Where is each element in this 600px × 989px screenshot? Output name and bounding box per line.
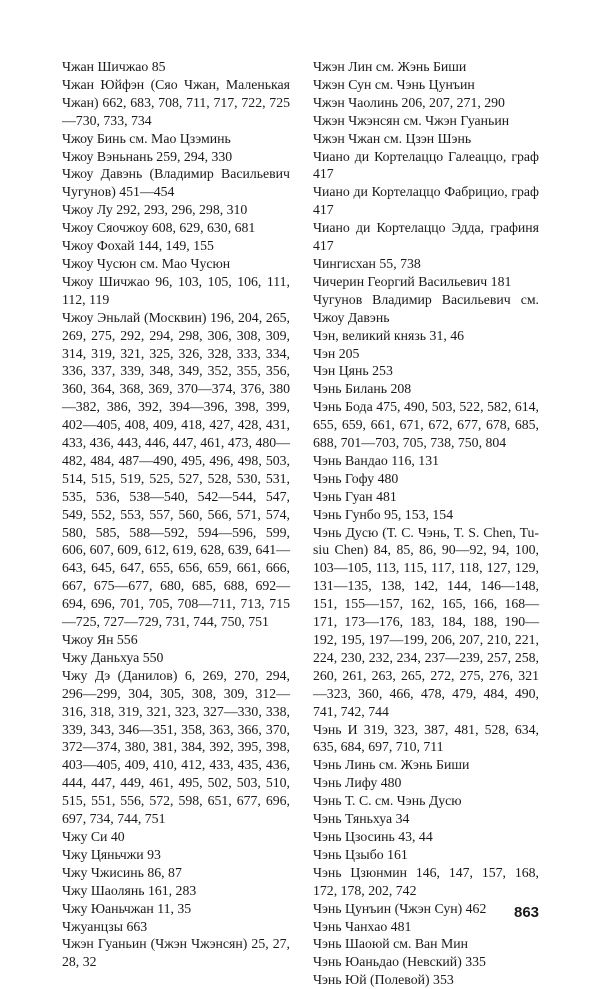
index-entry: Чжан Шичжао 85 — [62, 59, 166, 74]
index-entry: Чэнь Юй (Полевой) 353 — [313, 972, 454, 988]
index-entry: Чжэн Чжан см. Цзэн Шэнь — [313, 130, 472, 146]
index-entry: Чжан Юйфэн (Сяо Чжан, Маленькая Чжан) 662, 683, 708, 711, 717, 722, 725—730, 733, 734 — [62, 76, 290, 128]
index-column-right — [313, 58, 539, 989]
index-entry: Чжу Чжисинь 86, 87 — [62, 864, 182, 880]
index-entry: Чжу Шаолянь 161, 283 — [62, 882, 197, 898]
index-entry: Чэнь Гофу 480 — [313, 470, 399, 486]
index-entry: Чэнь Шаоюй см. Ван Мин — [313, 936, 469, 952]
index-entry: Чжоу Давэнь (Владимир Васильевич Чугунов) 451—454 — [62, 166, 290, 200]
index-entry: Чэнь Т. С. см. Чэнь Дусю — [313, 793, 462, 809]
index-entry: Чэнь Тяньхуа 34 — [313, 811, 410, 827]
index-entry: Чжоу Сяочжоу 608, 629, 630, 681 — [62, 220, 256, 236]
index-entry: Чжоу Фохай 144, 149, 155 — [62, 238, 214, 254]
index-entry: Чэнь Дусю (Т. С. Чэнь, Т. S. Chen, Tu-siu Chen) 84, 85, 86, 90—92, 94, 100, 103—105, 113, 115, 117, 118, 127, 129, 131—135, 138, 142, 144, 146—148, 151, 155—157, 162, 165, 166, 168—171, 173—176, 183, 184, 188, 190—192, 195, 197—199, 206, 207, 210, 221, 224, 230, 232, 234, 237—239, 257, 258, 260, 261, 263, 265, 272, 275, 276, 321—323, 360, 466, 478, 479, 484, 490, 741, 742, 744 — [313, 524, 539, 719]
index-entry: Чжоу Эньлай (Москвин) 196, 204, 265, 269, 275, 292, 294, 298, 306, 308, 309, 314, 319, 321, 325, 326, 328, 333, 334, 336, 337, 339, 348, 349, 352, 355, 356, 360, 364, 368, 369, 370—374, 376, 380—382, 386, 392, 394—396, 398, 399, 402—405, 408, 409, 418, 427, 428, 431, 433, 436, 443, 446, 447, 461, 473, 480—482, 484, 487—490, 495, 496, 498, 503, 514, 515, 519, 525, 527, 528, 530, 531, 535, 536, 538—540, 542—544, 547, 549, 552, 553, 557, 560, 566, 571, 574, 580, 585, 588—592, 594—596, 599, 606, 607, 609, 612, 619, 628, 639, 641—643, 645, 647, 655, 656, 659, 661, 666, 667, 675—677, 680, 685, 688, 692—694, 696, 701, 705, 708—711, 713, 715—725, 727—729, 731, 744, 750, 751 — [62, 309, 290, 630]
index-entry: Чэнь Цзыбо 161 — [313, 846, 408, 862]
index-entry: Чжоу Ян 556 — [62, 632, 138, 647]
index-entry: Чжэн Чаолинь 206, 207, 271, 290 — [313, 94, 505, 110]
index-entry: Чжу Си 40 — [62, 828, 125, 844]
index-entry: Чэнь Цзюнмин 146, 147, 157, 168, 172, 178, 202, 742 — [313, 864, 539, 898]
index-entry: Чжу Цяньчжи 93 — [62, 846, 161, 862]
index-column-left — [62, 58, 290, 971]
index-entry: Чичерин Георгий Васильевич 181 — [313, 273, 512, 289]
index-entry: Чэнь Линь см. Жэнь Биши — [313, 757, 470, 773]
index-entry: Чжуанцзы 663 — [62, 918, 148, 934]
index-entry: Чжу Юаньчжан 11, 35 — [62, 900, 192, 916]
index-entry: Чэнь Цунъин (Чжэн Сун) 462 — [313, 900, 487, 916]
index-entry: Чжоу Лу 292, 293, 296, 298, 310 — [62, 202, 248, 218]
index-entry: Чжу Даньхуа 550 — [62, 649, 164, 665]
index-entry: Чэн, великий князь 31, 46 — [313, 327, 465, 343]
index-entry: Чэнь Гуан 481 — [313, 488, 397, 504]
index-entry: Чжэн Гуаньин (Чжэн Чжэнсян) 25, 27, 28, 32 — [62, 936, 290, 970]
index-entry: Чжэн Сун см. Чэнь Цунъин — [313, 76, 475, 92]
index-entry: Чжоу Чусюн см. Мао Чусюн — [62, 255, 231, 271]
index-entry: Чэн Цянь 253 — [313, 363, 393, 379]
index-entry: Чжэн Лин см. Жэнь Биши — [313, 59, 467, 74]
index-entry: Чэн 205 — [313, 345, 360, 361]
index-entry: Чжоу Вэньнань 259, 294, 330 — [62, 148, 233, 164]
index-entry: Чэнь Юаньдао (Невский) 335 — [313, 954, 486, 970]
index-entry: Чиано ди Кортелаццо Галеаццо, граф 417 — [313, 148, 539, 182]
index-entry: Чжоу Бинь см. Мао Цзэминь — [62, 130, 231, 146]
index-entry: Чэнь Цзосинь 43, 44 — [313, 828, 433, 844]
index-entry: Чэнь И 319, 323, 387, 481, 528, 634, 635, 684, 697, 710, 711 — [313, 721, 539, 755]
index-entry: Чэнь Гунбо 95, 153, 154 — [313, 506, 454, 522]
page-number: 863 — [514, 904, 540, 921]
index-entry: Чиано ди Кортелаццо Эдда, графиня 417 — [313, 220, 539, 254]
index-entry: Чингисхан 55, 738 — [313, 255, 421, 271]
index-entry: Чэнь Вандао 116, 131 — [313, 452, 439, 468]
index-entry: Чугунов Владимир Васильевич см. Чжоу Давэнь — [313, 291, 539, 325]
index-entry: Чэнь Бода 475, 490, 503, 522, 582, 614, 655, 659, 661, 671, 672, 677, 678, 685, 688, 701—703, 705, 738, 750, 804 — [313, 399, 539, 451]
index-entry: Чэнь Билань 208 — [313, 381, 412, 397]
index-entry: Чжоу Шичжао 96, 103, 105, 106, 111, 112, 119 — [62, 273, 290, 307]
index-entry: Чжэн Чжэнсян см. Чжэн Гуаньин — [313, 112, 510, 128]
index-entry: Чэнь Чанхао 481 — [313, 918, 412, 934]
index-entry: Чжу Дэ (Данилов) 6, 269, 270, 294, 296—299, 304, 305, 308, 309, 312—316, 318, 319, 321, 323, 327—330, 338, 339, 343, 346—351, 358, 363, 366, 370, 372—374, 380, 381, 384, 392, 395, 398, 403—405, 409, 410, 412, 433, 435, 436, 444, 447, 449, 461, 495, 502, 503, 510, 515, 551, 556, 572, 598, 651, 677, 696, 697, 734, 744, 751 — [62, 667, 290, 827]
index-entry: Чиано ди Кортелаццо Фабрицио, граф 417 — [313, 184, 539, 218]
index-entry: Чэнь Лифу 480 — [313, 775, 402, 791]
